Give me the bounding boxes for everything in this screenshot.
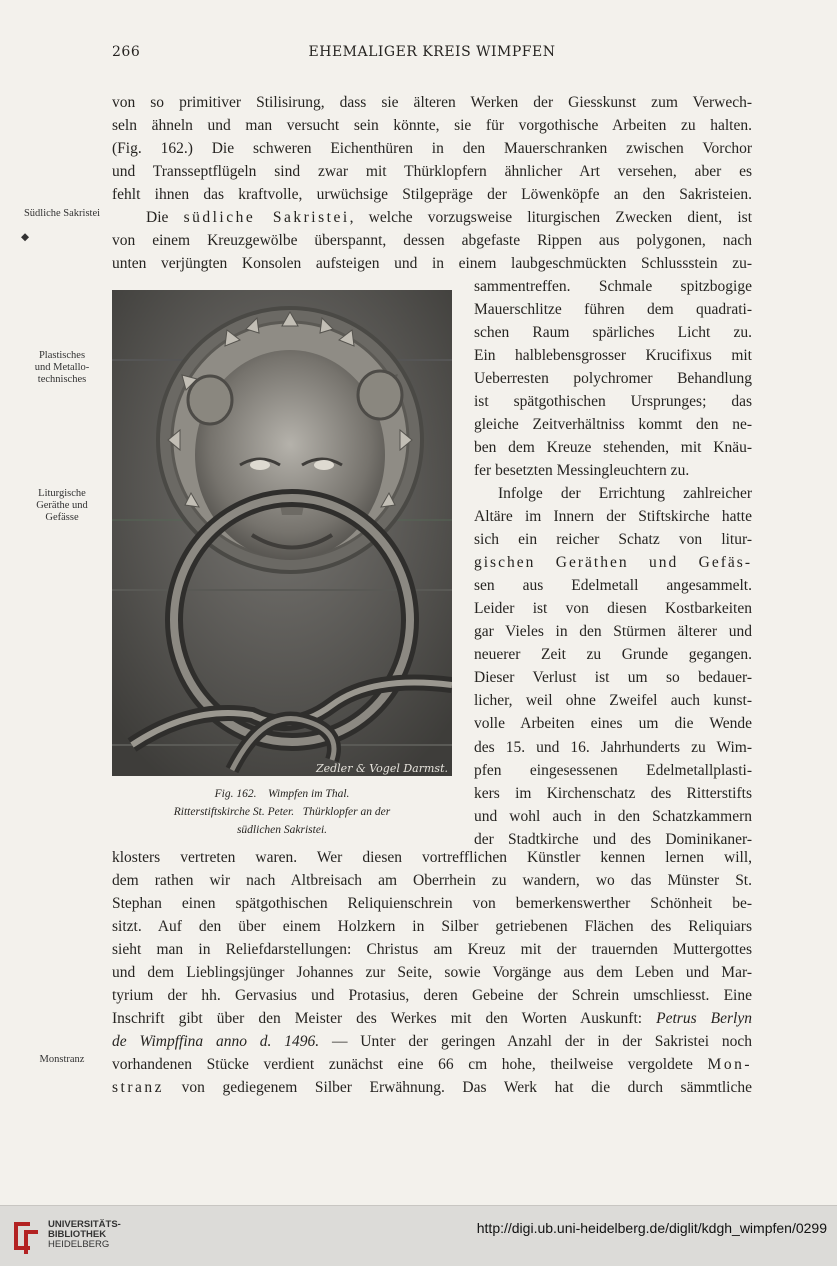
caption-line: südlichen Sakristei.: [236, 824, 328, 836]
text-line: ben dem Kreuze stehenden, mit Knäu-: [474, 439, 752, 457]
text-line: volle Arbeiten eines um die Wende: [474, 715, 752, 733]
running-title: EHEMALIGER KREIS WIMPFEN: [308, 44, 556, 60]
text-fragment: , welche vorzugsweise liturgischen Zwecken dient, ist: [349, 209, 752, 227]
text-line: ist spätgothischen Ursprunges; das: [474, 393, 752, 411]
text-line: fehlt ihnen das kraftvolle, urwüchsige Stilgepräge der Löwenköpfe an den Sakristeien.: [112, 186, 752, 204]
text-line: Mauerschlitze führen dem quadrati-: [474, 301, 752, 319]
text-fragment: — Unter der geringen Anzahl der in der Sakristei noch: [319, 1033, 752, 1051]
margin-note-line: Geräthe und: [36, 500, 88, 511]
text-line: Stephan einen spätgothischen Reliquienschrein von bemerkenswerther Schönheit be-: [112, 895, 752, 913]
text-line: schen Raum spärliches Licht zu.: [474, 324, 752, 342]
margin-note-sakristei: Südliche Sakristei: [23, 208, 101, 219]
margin-note-line: und Metallo-: [34, 362, 90, 373]
text-line: gleiche Zeitverhältniss kommt den ne-: [474, 416, 752, 434]
text-fragment: Die: [146, 209, 184, 227]
sakristei-first-line: [112, 206, 752, 229]
text-line: gischen Geräthen und Gefäs-: [474, 554, 752, 572]
text-line: Ueberresten polychromer Behandlung: [474, 370, 752, 388]
photo-credit: Zedler & Vogel Darmst.: [315, 762, 448, 775]
text-line: und dem Lieblingsjünger Johannes zur Seite, sowie Vorgänge aus dem Leben und Mar-: [112, 964, 752, 982]
inscription-date: de Wimpffina anno d. 1496.: [112, 1033, 320, 1051]
sakristei-heading: südliche Sakristei: [183, 209, 350, 227]
bottom-paragraph: [112, 846, 752, 1100]
margin-note-line: Plastisches: [38, 350, 86, 361]
monstranz-line-2: [112, 1076, 752, 1099]
text-line: und Transseptflügeln sind zwar mit Thürklopfern ähnlicher Art versehen, aber es: [112, 163, 752, 181]
figure-caption: [112, 785, 452, 839]
text-line: Altäre im Innern der Stiftskirche hatte: [474, 508, 752, 526]
margin-note-line: technisches: [37, 374, 87, 385]
permalink-url[interactable]: http://digi.ub.uni-heidelberg.de/diglit/kdgh_wimpfen/0299: [476, 1220, 827, 1236]
text-fragment: Inschrift gibt über den Meister des Werkes mit den Worten Auskunft:: [112, 1010, 643, 1028]
text-line: Ein halblebensgrosser Krucifixus mit: [474, 347, 752, 365]
door-knocker-photo: [112, 290, 452, 776]
text-line: Leider ist von diesen Kostbarkeiten: [474, 600, 752, 618]
text-fragment: vorhandenen Stücke verdient zunächst eine 66 cm hohe, theilweise vergoldete: [112, 1056, 708, 1074]
text-line: von einem Kreuzgewölbe überspannt, dessen abgefaste Rippen aus polygonen, nach: [112, 232, 752, 250]
text-line: fer besetzten Messingleuchtern zu.: [474, 462, 690, 480]
text-line: licher, weil ohne Zweifel auch kunst-: [474, 692, 752, 710]
inscription-line: [112, 1007, 752, 1030]
page-header: [112, 44, 752, 64]
margin-note-line: Gefässe: [45, 512, 79, 523]
margin-note-line: Liturgische: [38, 488, 86, 499]
text-line: der Stadtkirche und des Dominikaner-: [474, 830, 752, 848]
monstranz-heading: Mon-: [707, 1056, 752, 1074]
text-line: Infolge der Errichtung zahlreicher: [498, 485, 752, 502]
text-line: tyrium der hh. Gervasius und Protasius, deren Gebeine der Schrein umschliesst. Eine: [112, 987, 752, 1005]
text-line: dem rathen wir nach Altbreisach am Oberrhein zu wandern, wo das Münster St.: [112, 872, 752, 890]
right-column-text-1: [474, 275, 752, 482]
caption-line: Ritterstiftskirche St. Peter. Thürklopfer an der: [173, 806, 391, 818]
text-line: des 15. und 16. Jahrhunderts zu Wim-: [474, 738, 752, 756]
margin-note-monstranz: Monstranz: [39, 1054, 85, 1065]
logo-line: HEIDELBERG: [48, 1239, 110, 1250]
margin-mark: ◆: [20, 232, 30, 243]
text-line: unten verjüngten Konsolen aufsteigen und in einem laubgeschmückten Schlussstein zu-: [112, 255, 752, 273]
text-fragment: von gediegenem Silber Erwähnung. Das Werk hat die durch sämmtliche: [164, 1079, 752, 1097]
text-line: von so primitiver Stilisirung, dass sie älteren Werken der Giesskunst zum Verwech-: [112, 94, 752, 111]
text-line: sitzt. Auf den über einem Holzkern in Silber getriebenen Flächen des Reliquiars: [112, 918, 752, 936]
text-line: sammentreffen. Schmale spitzbogige: [474, 278, 752, 295]
right-column-text-2: [474, 482, 752, 851]
monstranz-line: [112, 1053, 752, 1076]
text-line: klosters vertreten waren. Wer diesen vortrefflichen Künstler kennen lernen will,: [112, 849, 752, 866]
text-line: sich ein reicher Schatz von litur-: [474, 531, 752, 549]
university-library-logo-icon: [10, 1216, 42, 1256]
viewer-footer: [0, 1205, 837, 1266]
text-line: kers im Kirchenschatz des Ritterstifts: [474, 784, 752, 802]
text-line: seln ähneln und man versucht sein könnte, sie für vorgothische Arbeiten zu halten.: [112, 117, 752, 135]
intro-paragraph: [112, 91, 752, 275]
text-line: neuerer Zeit zu Grunde gegangen.: [474, 646, 752, 664]
text-line: sen aus Edelmetall angesammelt.: [474, 577, 752, 595]
text-line: Dieser Verlust ist um so bedauer-: [474, 669, 752, 687]
text-line: sieht man in Reliefdarstellungen: Christus am Kreuz mit der trauernden Muttergottes: [112, 941, 752, 959]
lion-knocker-illustration: [112, 290, 452, 776]
margin-note-plastisches: [22, 350, 102, 386]
logo-line: UNIVERSITÄTS-: [48, 1219, 121, 1230]
text-line: pfen eingesessenen Edelmetallplasti-: [474, 761, 752, 779]
page-number: 266: [112, 44, 141, 60]
inscription-name: Petrus Berlyn: [656, 1010, 752, 1028]
caption-line: Fig. 162. Wimpfen im Thal.: [214, 788, 350, 800]
text-line: und wohl auch in den Schatzkammern: [474, 807, 752, 825]
monstranz-heading: stranz: [112, 1079, 165, 1097]
text-line: gar Vieles in den Stürmen älterer und: [474, 623, 752, 641]
text-line: (Fig. 162.) Die schweren Eichenthüren in den Mauerschranken zwischen Vorchor: [112, 140, 752, 158]
logo-line: BIBLIOTHEK: [48, 1229, 107, 1240]
margin-note-liturgische: [22, 488, 102, 524]
inscription-line-2: [112, 1030, 752, 1053]
library-name: [48, 1220, 121, 1250]
